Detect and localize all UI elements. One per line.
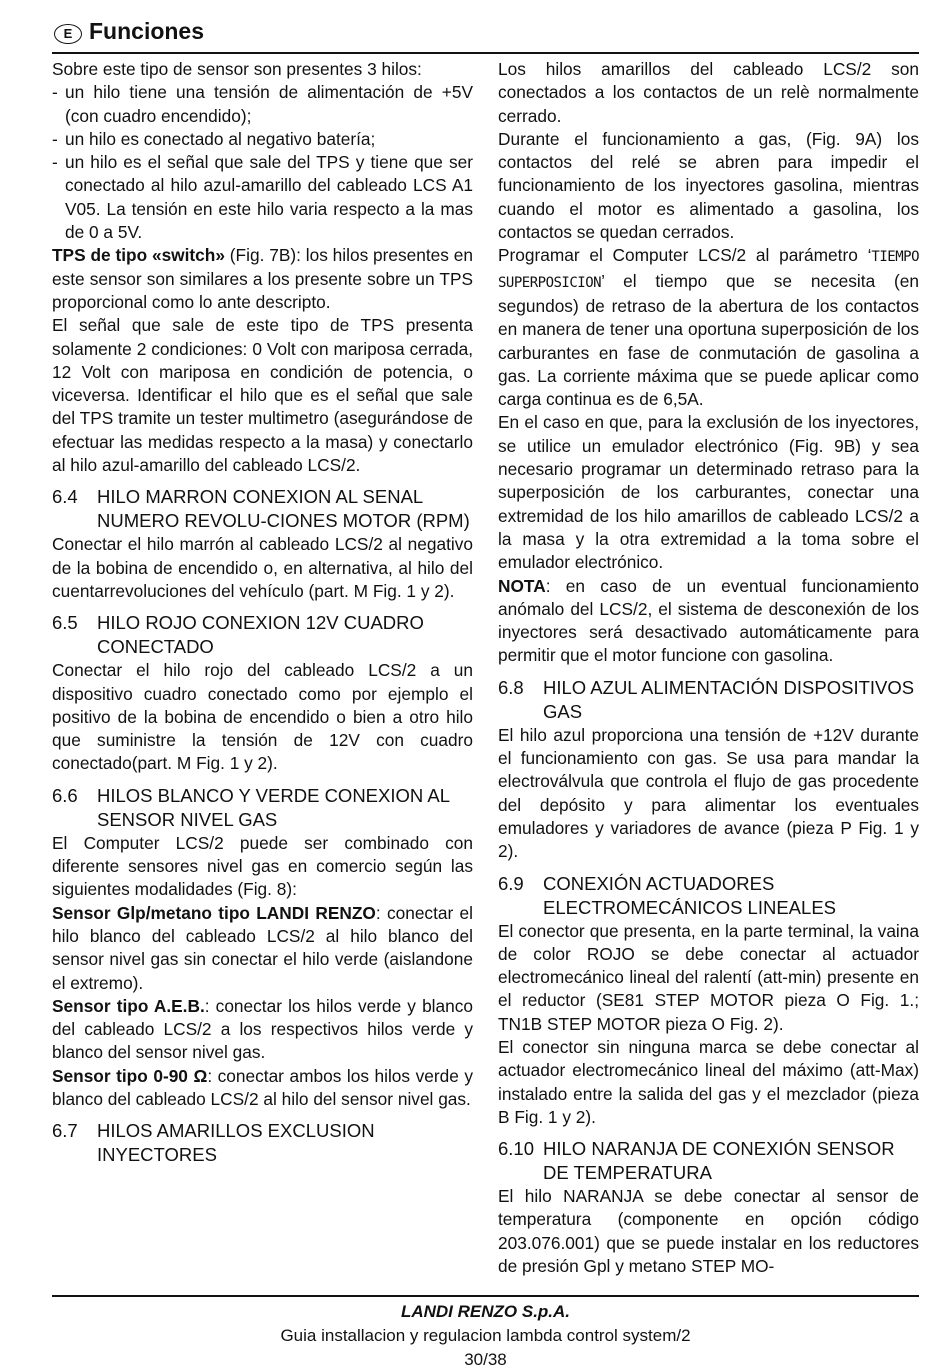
paragraph: El conector que presenta, en la parte terminal, la vaina de color ROJO se debe conectar al actuador electromecánico lineal del ralentí (att-min) presente en el reductor (SE81 STEP MOTOR pieza O Fig. 1.; TN1B STEP MOTOR pieza O Fig. 2). (498, 920, 919, 1034)
paragraph: Conectar el hilo rojo del cableado LCS/2 a un dispositivo cuadro conectado como por ejemplo el positivo de la bobina de encendido o bien a otro hilo que suministre la tensión de 12V con cuadro conectado(part. M Fig. 1 y 2). (52, 660, 473, 774)
paragraph: El Computer LCS/2 puede ser combinado con diferente sensores nivel gas en comercio según las siguientes modalidades (Fig. 8): (52, 832, 473, 900)
list-item: - un hilo tiene una tensión de alimentación de +5V (con cuadro encendido); (52, 81, 473, 128)
section-heading-6-6 (52, 784, 473, 832)
paragraph: El hilo NARANJA se debe conectar al sensor de temperatura (componente en opción código 203.076.001) que se puede instalar en los reductores de presión Gpl y metano STEP MO- (498, 1186, 919, 1277)
bold-term: Sensor Glp/metano tipo LANDI RENZO (52, 902, 376, 923)
paragraph-text: : conectar ambos los hilos verde y blanco del cableado LCS/2 al hilo del sensor nivel gas. (52, 1065, 473, 1109)
footer-document-title: Guia installacion y regulacion lambda control system/2 (280, 1326, 691, 1345)
paragraph-sensor-landi (52, 902, 473, 995)
paragraph: El hilo azul proporciona una tensión de +12V durante el funcionamiento con gas. Se usa para mandar la electroválvula que controla el flujo de gas procedente del depósito y para alimentar los eventuales emuladores y variadores de avance (pieza P Fig. 1 y 2). (498, 724, 919, 862)
paragraph: Durante el funcionamiento a gas, (Fig. 9A) los contactos del relé se abren para impedir el funcionamiento de los inyectores gasolina, mientras cuando el motor es alimentado a gasolina, los contactos se quedan cerrados. (498, 128, 919, 243)
section-heading-6-5 (52, 611, 473, 659)
paragraph-sensor-aeb (52, 995, 473, 1065)
section-number: 6.8 (498, 676, 524, 698)
section-number: 6.4 (52, 486, 78, 508)
section-title: HILOS BLANCO Y VERDE CONEXION AL SENSOR NIVEL GAS (97, 784, 450, 830)
section-title: HILO ROJO CONEXION 12V CUADRO CONECTADO (97, 612, 424, 658)
footer-company: LANDI RENZO S.p.A. (400, 1302, 571, 1321)
paragraph-note (498, 575, 919, 668)
bold-term: Sensor tipo 0-90 Ω (52, 1065, 208, 1086)
paragraph-text: Programar el Computer LCS/2 al parámetro ‘ (498, 245, 872, 266)
language-badge: E (54, 24, 82, 44)
paragraph-text: : en caso de un eventual funcionamiento anómalo del LCS/2, el sistema de desconexión de los inyectores será desactivado automáticamente para permitir que el motor funcione con gasolina. (498, 575, 919, 666)
paragraph-parameter (498, 244, 919, 411)
bold-term: NOTA (498, 575, 546, 596)
section-number: 6.7 (52, 1120, 78, 1142)
list-item: - un hilo es conectado al negativo batería; (52, 128, 473, 151)
section-number: 6.6 (52, 784, 78, 806)
section-title: HILO NARANJA DE CONEXIÓN SENSOR DE TEMPERATURA (543, 1138, 895, 1184)
paragraph: En el caso en que, para la exclusión de los inyectores, se utilice un emulador electrónico (Fig. 9B) y sea necesario programar un determinado retraso para la superposición de los carburantes, conectar una extremidad de los hilo amarillos de cableado LCS/2 a la masa y la otra extremidad a la toma sobre el emulador electrónico. (498, 412, 919, 573)
section-number: 6.9 (498, 872, 524, 894)
section-number: 6.5 (52, 612, 78, 634)
bold-term: Sensor tipo A.E.B. (52, 995, 205, 1016)
paragraph-sensor-0-90 (52, 1065, 473, 1112)
section-title: CONEXIÓN ACTUADORES ELECTROMECÁNICOS LINEALES (543, 872, 836, 918)
section-title: HILO MARRON CONEXION AL SENAL NUMERO REVOLU-CIONES MOTOR (RPM) (97, 486, 470, 532)
paragraph: El conector sin ninguna marca se debe conectar al actuador electromecánico lineal del máximo (att-Max) instalado entre la salida del gas y el mezclador (pieza B Fig. 1 y 2). (498, 1036, 919, 1127)
paragraph-text: (Fig. 7B): los hilos presentes en este sensor son similares a los presente sobre un TPS proporcional como lo ante descripto. (52, 245, 473, 312)
page-title: Funciones (89, 18, 205, 44)
section-heading-6-9 (498, 872, 919, 920)
section-heading-6-10 (498, 1137, 919, 1185)
paragraph-text: ’ el tiempo que se necesita (en segundos) de retraso de la abertura de los contactos en manera de tener una oportuna superposición de los carburantes en fase de conmutación de gasolina a gas. La corriente máxima que se puede aplicar como carga continua es de 6,5A. (498, 270, 919, 410)
section-heading-6-7 (52, 1119, 473, 1167)
paragraph-tps-switch (52, 244, 473, 314)
page-header (52, 16, 919, 54)
right-column (498, 58, 919, 1278)
section-number: 6.10 (498, 1138, 535, 1160)
lcd-parameter-name: TIEMPO SUPERPOSICION (498, 249, 919, 291)
paragraph: El señal que sale de este tipo de TPS presenta solamente 2 condiciones: 0 Volt con mariposa cerrada, 12 Volt con mariposa en condición de potencia, o viceversa. Identificar el hilo que es el señal que sale del TPS tramite un tester multimetro (asegurándose de efectuar las medidas respecto a la masa) y conectarlo al hilo azul-amarillo del cableado LCS/2. (52, 315, 473, 476)
paragraph-text: : conectar el hilo blanco del cableado LCS/2 al hilo blanco del sensor nivel gas sin conectar el hilo verde (aislandone el extremo). (52, 902, 474, 993)
page-number: 30/38 (464, 1350, 507, 1369)
section-title: HILO AZUL ALIMENTACIÓN DISPOSITIVOS GAS (543, 676, 915, 722)
section-heading-6-8 (498, 676, 919, 724)
list-item: - un hilo es el señal que sale del TPS y tiene que ser conectado al hilo azul-amarillo del cableado LCS A1 V05. La tensión en este hilo varia respecto a la mas de 0 a 5V. (52, 151, 473, 244)
paragraph: Sobre este tipo de sensor son presentes 3 hilos: (52, 59, 422, 79)
left-column (52, 58, 473, 1167)
section-title: HILOS AMARILLOS EXCLUSION INYECTORES (97, 1120, 375, 1166)
bold-term: TPS de tipo «switch» (52, 245, 225, 266)
footer-divider (52, 1295, 919, 1297)
section-heading-6-4 (52, 485, 473, 533)
paragraph: Los hilos amarillos del cableado LCS/2 son conectados a los contactos de un relè normalmente cerrado. (498, 59, 919, 126)
paragraph-text: : conectar los hilos verde y blanco del cableado LCS/2 a los respectivos hilos verde y blanco del sensor nivel gas. (52, 995, 473, 1063)
paragraph: Conectar el hilo marrón al cableado LCS/2 al negativo de la bobina de encendido o, en alternativa, al hilo del cuentarrevoluciones del vehículo (part. M Fig. 1 y 2). (52, 534, 473, 601)
